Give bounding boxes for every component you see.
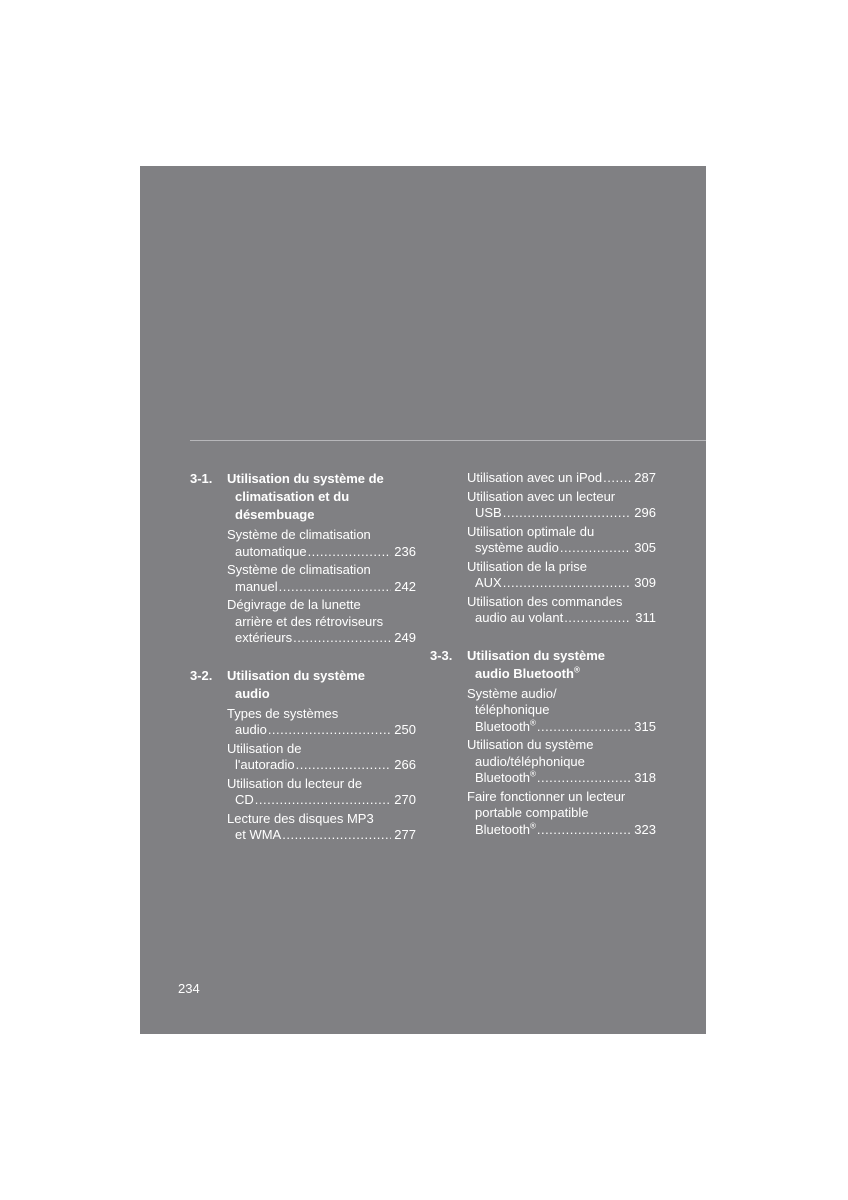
section-heading[interactable] <box>190 470 416 524</box>
section-heading[interactable] <box>430 647 656 683</box>
entry-text: audio <box>235 722 267 737</box>
page-ref: 277 <box>394 827 416 842</box>
leader-dots <box>308 544 391 561</box>
toc-entry[interactable] <box>190 527 416 560</box>
divider-rule <box>190 440 706 441</box>
section-title-line: audio Bluetooth <box>475 665 574 681</box>
section-title-line: Utilisation du système de <box>227 471 384 486</box>
entry-text: Utilisation des commandes <box>467 593 623 609</box>
toc-section-3-1 <box>190 470 416 647</box>
entry-text: audio/téléphonique <box>475 753 585 769</box>
registered-mark: ® <box>529 769 536 779</box>
entry-text: Système audio/ <box>467 685 557 701</box>
toc-entry[interactable] <box>430 686 656 736</box>
toc-section-3-2-continued <box>430 470 656 627</box>
entry-text: Utilisation du système <box>467 737 594 752</box>
toc-entry[interactable] <box>190 741 416 774</box>
page-ref: 250 <box>394 722 416 737</box>
entry-text: Bluetooth <box>475 821 530 837</box>
section-title <box>227 667 416 703</box>
leader-dots <box>560 540 631 557</box>
entry-text: audio au volant <box>475 610 564 625</box>
section-heading[interactable] <box>190 667 416 703</box>
toc-section-3-2 <box>190 667 416 844</box>
entry-text: système audio <box>475 540 559 555</box>
entry-text: CD <box>235 792 254 807</box>
toc-left-column <box>190 470 416 859</box>
section-title-line: audio <box>235 685 270 701</box>
entry-text: arrière et des rétroviseurs <box>235 613 384 629</box>
page-ref: 270 <box>394 792 416 807</box>
leader-dots <box>503 505 631 522</box>
toc-section-3-3 <box>430 647 656 839</box>
section-number: 3-2. <box>190 667 213 683</box>
page-ref: 318 <box>634 770 656 785</box>
toc-entry[interactable] <box>190 776 416 809</box>
entry-text: Bluetooth <box>475 718 530 734</box>
toc-entry[interactable] <box>430 737 656 787</box>
page-ref: 309 <box>634 575 656 590</box>
leader-dots <box>537 770 631 787</box>
leader-dots <box>537 822 631 839</box>
leader-dots <box>503 575 631 592</box>
page-number: 234 <box>178 981 200 996</box>
leader-dots <box>255 792 391 809</box>
entry-text: Lecture des disques MP3 <box>227 810 374 826</box>
leader-dots <box>268 722 391 739</box>
page-ref: 315 <box>634 718 656 734</box>
entry-text: Utilisation optimale du <box>467 523 595 539</box>
registered-mark: ® <box>573 665 580 675</box>
entry-text: et WMA <box>235 827 282 842</box>
page-ref: 287 <box>634 470 656 485</box>
entry-text: Utilisation avec un lecteur <box>467 488 616 504</box>
page-ref: 323 <box>634 821 656 837</box>
leader-dots <box>564 610 631 627</box>
section-title-line: climatisation et du <box>235 489 350 504</box>
leader-dots <box>279 579 391 596</box>
page-ref: 311 <box>635 610 656 625</box>
toc-entry[interactable] <box>430 559 656 592</box>
entry-text: manuel <box>235 578 278 594</box>
page-ref: 236 <box>394 543 416 559</box>
toc-entry[interactable] <box>430 470 656 487</box>
entry-text: automatique <box>235 543 307 559</box>
registered-mark: ® <box>529 718 536 728</box>
entry-text: Types de systèmes <box>227 705 339 721</box>
section-title <box>227 470 416 524</box>
page-ref: 266 <box>394 757 416 772</box>
entry-text: USB <box>475 505 502 520</box>
entry-text: l'autoradio <box>235 757 295 772</box>
leader-dots <box>293 630 391 647</box>
entry-text: Bluetooth <box>475 770 530 785</box>
toc-entry[interactable] <box>430 524 656 557</box>
page-ref: 305 <box>634 540 656 555</box>
page-ref: 296 <box>634 505 656 520</box>
registered-mark: ® <box>529 821 536 831</box>
entry-text: portable compatible <box>475 805 589 820</box>
toc-right-column <box>430 470 656 853</box>
page-ref: 242 <box>394 578 416 594</box>
entry-text: Dégivrage de la lunette <box>227 597 361 612</box>
toc-entry[interactable] <box>430 789 656 839</box>
section-number: 3-3. <box>430 647 453 663</box>
leader-dots <box>282 827 391 844</box>
toc-entry[interactable] <box>190 597 416 647</box>
entry-text: Faire fonctionner un lecteur <box>467 788 626 804</box>
toc-entry[interactable] <box>190 706 416 739</box>
entry-text: Utilisation de <box>227 740 302 756</box>
entry-text: AUX <box>475 575 502 590</box>
section-title-line: Utilisation du système <box>467 647 605 663</box>
section-title-line: Utilisation du système <box>227 667 365 683</box>
toc-entry[interactable] <box>430 489 656 522</box>
toc-entry[interactable] <box>190 562 416 595</box>
leader-dots <box>603 470 631 487</box>
entry-text: extérieurs <box>235 630 293 645</box>
entry-text: Utilisation de la prise <box>467 558 587 574</box>
toc-entry[interactable] <box>430 594 656 627</box>
entry-text: Système de climatisation <box>227 527 371 542</box>
entry-text: Utilisation avec un iPod <box>467 470 603 485</box>
toc-entry[interactable] <box>190 811 416 844</box>
entry-text: téléphonique <box>475 702 550 717</box>
leader-dots <box>296 757 391 774</box>
entry-text: Utilisation du lecteur de <box>227 775 363 791</box>
leader-dots <box>537 719 631 736</box>
section-title-line: désembuage <box>235 507 315 522</box>
section-title <box>467 647 656 683</box>
entry-text: Système de climatisation <box>227 562 371 577</box>
section-number: 3-1. <box>190 471 213 486</box>
page-ref: 249 <box>394 630 416 645</box>
